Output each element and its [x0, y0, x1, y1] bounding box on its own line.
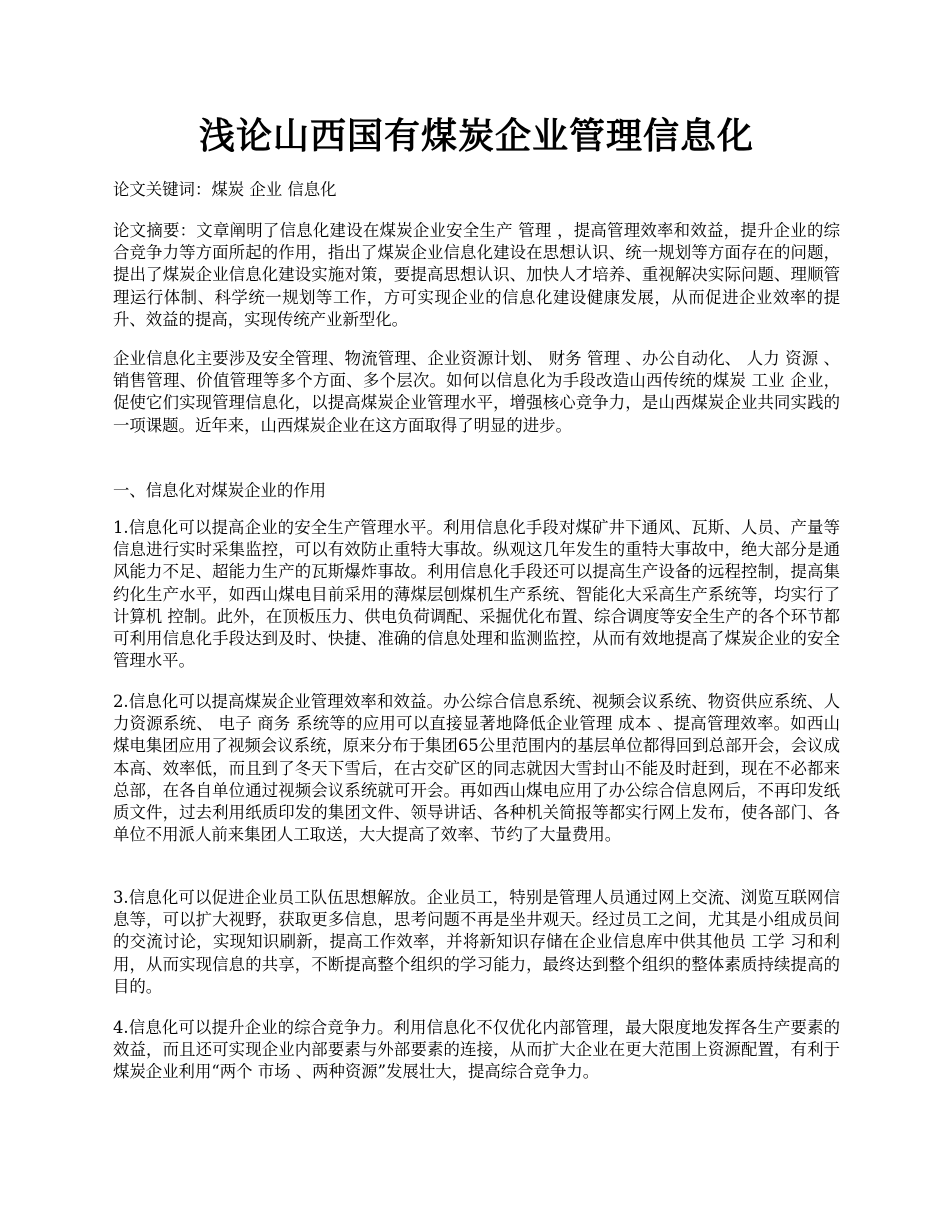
body-paragraph-1: 1.信息化可以提高企业的安全生产管理水平。利用信息化手段对煤矿井下通风、瓦斯、人员、产量等信息进行实时采集监控，可以有效防止重特大事故。纵观这几年发生的重特大事故中，绝大部分是通风能力不足、超能力生产的瓦斯爆炸事故。利用信息化手段还可以提高生产设备的远程控制，提高集约化生产水平，如西山煤电目前采用的薄煤层刨煤机生产系统、智能化大采高生产系统等，均实行了 计算机 控制。此外，在顶板压力、供电负荷调配、采掘优化布置、综合调度等安全生产的各个环节都可利用信息化手段达到及时、快捷、准确的信息处理和监测监控，从而有效地提高了煤炭企业的安全管理水平。 — [113, 518, 840, 671]
body-paragraph-2: 2.信息化可以提高煤炭企业管理效率和效益。办公综合信息系统、视频会议系统、物资供应系统、人力资源系统、 电子 商务 系统等的应用可以直接显著地降低企业管理 成本 、提高管理效率。如西山煤电集团应用了视频会议系统，原来分布于集团65公里范围内的基层单位都得回到总部开会，会议成本高、效率低，而且到了冬天下雪后，在古交矿区的同志就因大雪封山不能及时赶到，现在不必都来总部，在各自单位通过视频会议系统就可开会。再如西山煤电应用了办公综合信息网后，不再印发纸质文件，过去利用纸质印发的集团文件、领导讲话、各种机关简报等都实行网上发布，使各部门、各单位不用派人前来集团人工取送，大大提高了效率、节约了大量费用。 — [113, 692, 840, 845]
body-paragraph-3: 3.信息化可以促进企业员工队伍思想解放。企业员工，特别是管理人员通过网上交流、浏览互联网信息等，可以扩大视野，获取更多信息，思考问题不再是坐井观天。经过员工之间，尤其是小组成员间的交流讨论，实现知识刷新，提高工作效率，并将新知识存储在企业信息库中供其他员 工学 习和利用，从而实现信息的共享，不断提高整个组织的学习能力，最终达到整个组织的整体素质持续提高的目的。 — [113, 888, 840, 996]
intro-paragraph: 企业信息化主要涉及安全管理、物流管理、企业资源计划、 财务 管理 、办公自动化、 人力 资源 、销售管理、价值管理等多个方面、多个层次。如何以信息化为手段改造山西传统的煤炭 工业 企业，促使它们实现管理信息化，以提高煤炭企业管理水平，增强核心竞争力，是山西煤炭企业共同实践的一项课题。近年来，山西煤炭企业在这方面取得了明显的进步。 — [113, 349, 840, 435]
abstract-paragraph: 论文摘要：文章阐明了信息化建设在煤炭企业安全生产 管理 ，提高管理效率和效益，提升企业的综合竞争力等方面所起的作用，指出了煤炭企业信息化建设在思想认识、统一规划等方面存在的问题，提出了煤炭企业信息化建设实施对策，要提高思想认识、加快人才培养、重视解决实际问题、理顺管理运行体制、科学统一规划等工作，方可实现企业的信息化建设健康发展，从而促进企业效率的提升、效益的提高，实现传统产业新型化。 — [113, 221, 840, 329]
document-title: 浅论山西国有煤炭企业管理信息化 — [198, 115, 754, 157]
section-heading: 一、信息化对煤炭企业的作用 — [113, 481, 327, 500]
keywords-line: 论文关键词：煤炭 企业 信息化 — [113, 180, 337, 199]
body-paragraph-4: 4.信息化可以提升企业的综合竞争力。利用信息化不仅优化内部管理，最大限度地发挥各生产要素的效益，而且还可实现企业内部要素与外部要素的连接，从而扩大企业在更大范围上资源配置，有利于煤炭企业利用“两个 市场 、两种资源”发展壮大，提高综合竞争力。 — [113, 1018, 840, 1082]
